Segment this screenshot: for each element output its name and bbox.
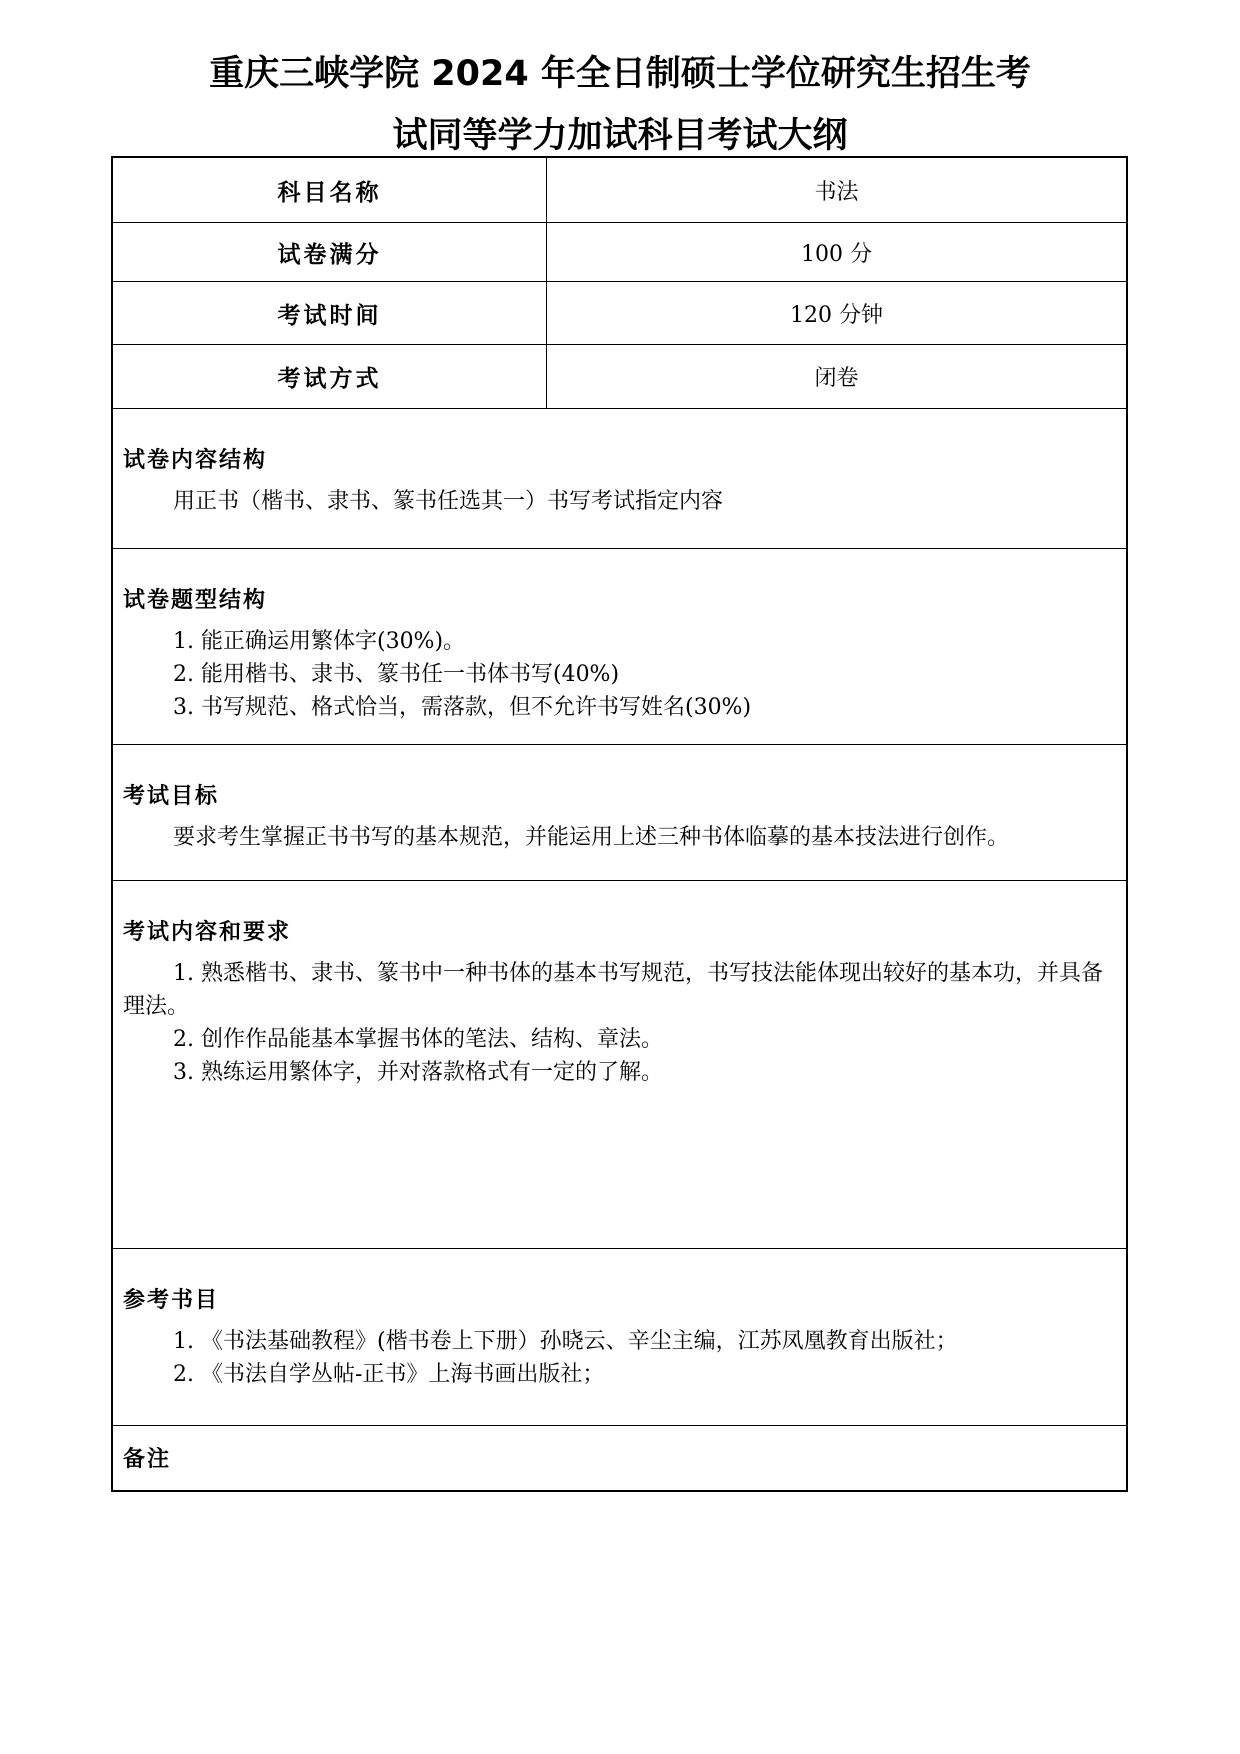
list-item: 2. 能用楷书、隶书、篆书任一书体书写(40%): [173, 662, 620, 687]
section-text: 要求考生掌握正书书写的基本规范，并能运用上述三种书体临摹的基本技法进行创作。: [173, 825, 1010, 850]
section-heading: 备注: [123, 1446, 172, 1472]
info-label: 考试时间: [113, 282, 547, 344]
section-heading: 试卷内容结构: [123, 447, 268, 473]
section-heading: 参考书目: [123, 1287, 220, 1313]
section-text: 用正书（楷书、隶书、篆书任选其一）书写考试指定内容: [173, 489, 724, 514]
section-remarks: [113, 1426, 1126, 1490]
section-list: [123, 1325, 1114, 1391]
page-title-line1: 重庆三峡学院 2024 年全日制硕士学位研究生招生考: [209, 54, 1031, 94]
info-row-full-score: [113, 223, 1126, 282]
info-row-exam-time: [113, 282, 1126, 345]
info-value: 120 分钟: [790, 302, 883, 328]
list-item: 3. 书写规范、格式恰当，需落款，但不允许书写姓名(30%): [173, 695, 752, 720]
info-label: 考试方式: [113, 345, 547, 408]
section-list: [123, 625, 1114, 724]
section-heading: 考试内容和要求: [123, 919, 292, 945]
list-item: 1. 能正确运用繁体字(30%)。: [173, 629, 466, 654]
section-question-types: [113, 549, 1126, 745]
list-item: 1. 熟悉楷书、隶书、篆书中一种书体的基本书写规范，书写技法能体现出较好的基本功，并具备理法。: [123, 961, 1103, 1019]
list-item: 2. 创作作品能基本掌握书体的笔法、结构、章法。: [173, 1027, 663, 1052]
info-value: 闭卷: [814, 366, 859, 391]
syllabus-table: [111, 156, 1128, 1492]
info-row-subject: [113, 158, 1126, 223]
list-item: 3. 熟练运用繁体字，并对落款格式有一定的了解。: [173, 1060, 663, 1085]
info-value: 100 分: [801, 241, 872, 267]
section-heading: 试卷题型结构: [123, 587, 268, 613]
section-list: [123, 957, 1114, 1089]
info-label: 科目名称: [113, 158, 547, 222]
list-item: 2. 《书法自学丛帖-正书》上海书画出版社；: [173, 1362, 605, 1387]
section-content: [113, 881, 1126, 1249]
info-row-exam-mode: [113, 345, 1126, 409]
section-objective: [113, 745, 1126, 881]
page-title-line2: 试同等学力加试科目考试大纲: [392, 116, 848, 156]
info-label: 试卷满分: [113, 223, 547, 281]
section-references: [113, 1249, 1126, 1426]
info-value: 书法: [814, 179, 859, 205]
section-structure: [113, 409, 1126, 549]
section-heading: 考试目标: [123, 783, 220, 809]
list-item: 1. 《书法基础教程》(楷书卷上下册）孙晓云、辛尘主编，江苏凤凰教育出版社；: [173, 1329, 958, 1354]
